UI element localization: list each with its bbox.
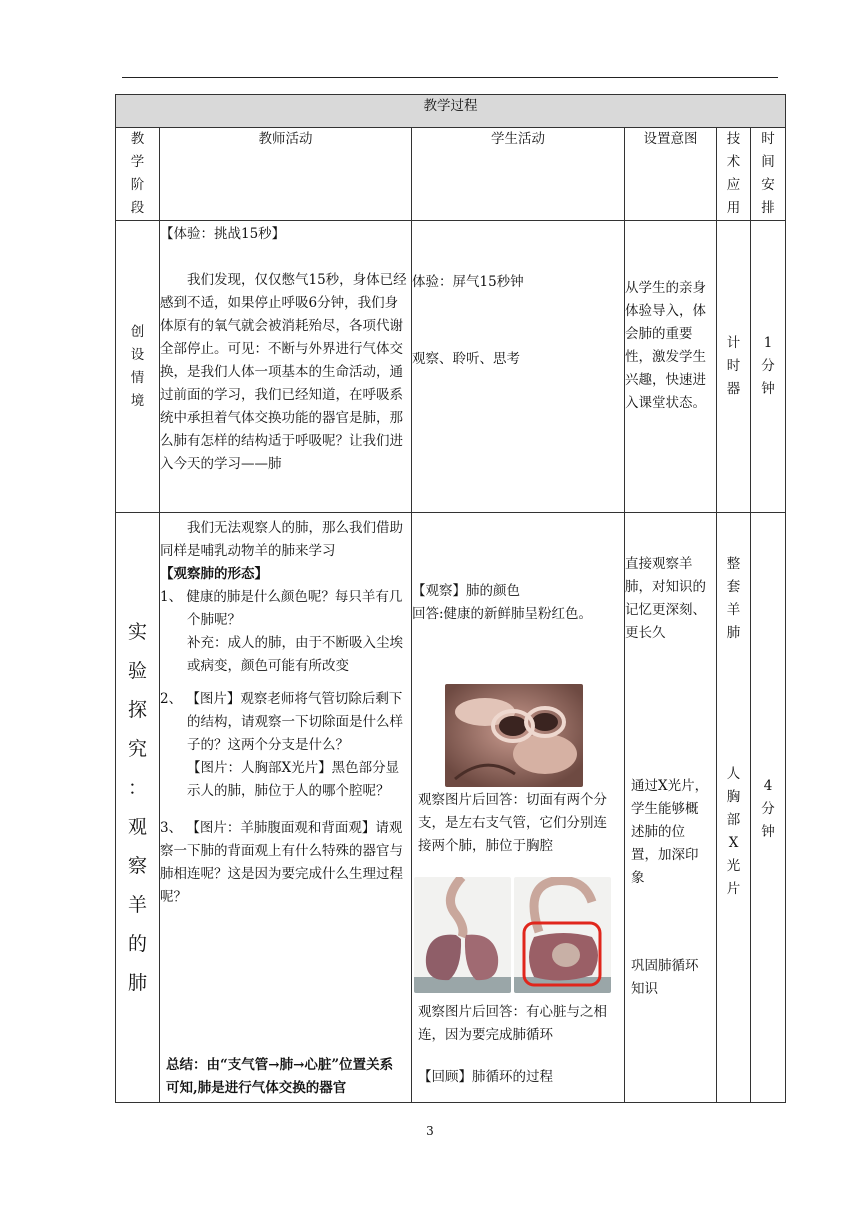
- student-observe: 【观察】肺的颜色: [412, 583, 520, 599]
- stacked-char: 排: [761, 200, 775, 216]
- stacked-char: 光: [726, 858, 741, 874]
- stacked-char: 观: [127, 815, 147, 838]
- stacked-char: 人: [726, 766, 741, 782]
- stacked-char: 分: [761, 358, 775, 374]
- summary-text: 总结：由“支气管→肺→心脏”位置关系可知,肺是进行气体交换的器官: [166, 1057, 394, 1096]
- header-teacher: 教师活动: [160, 128, 412, 221]
- trachea-cross-section-photo: [445, 684, 583, 787]
- student-activity-1: [412, 221, 625, 513]
- header-tech: [717, 128, 751, 221]
- header-time: [751, 128, 786, 221]
- stacked-char: 整: [726, 556, 741, 572]
- intent-text-1: 从学生的亲身体验导入，体会肺的重要性，激发学生兴趣，快速进入课堂状态。: [625, 280, 706, 411]
- intent-2: [625, 513, 717, 1103]
- stacked-char: 套: [726, 579, 741, 595]
- stacked-char: 器: [726, 381, 741, 397]
- stacked-char: 分: [761, 801, 775, 817]
- stacked-char: 用: [726, 200, 741, 216]
- student-review: 【回顾】肺循环的过程: [418, 1069, 553, 1085]
- lung-ventral-view-photo: [414, 877, 511, 993]
- stacked-char: 境: [130, 392, 145, 409]
- time-1: [751, 221, 786, 513]
- question-1: 1、 健康的肺是什么颜色呢？每只羊有几个肺呢？: [160, 589, 403, 628]
- stacked-char: 验: [127, 659, 147, 682]
- stacked-char: 片: [726, 881, 741, 897]
- stacked-char: X: [728, 835, 739, 851]
- stacked-char: 羊: [726, 602, 741, 618]
- header-intent: 设置意图: [625, 128, 717, 221]
- question-1-supplement: 补充：成人的肺，由于不断吸入尘埃或病变，颜色可能有所改变: [187, 635, 403, 674]
- page-number: 3: [426, 1124, 434, 1138]
- stacked-char: 部: [726, 812, 741, 828]
- teacher-activity-1: [160, 221, 412, 513]
- stacked-char: 究: [127, 737, 147, 760]
- stacked-char: 术: [726, 154, 741, 170]
- stacked-char: 阶: [130, 177, 145, 193]
- stacked-char: 时: [726, 358, 741, 374]
- teacher-paragraph-1: 我们发现，仅仅憋气15秒，身体已经感到不适，如果停止呼吸6分钟，我们身体原有的氧气就会被消耗殆尽，各项代谢全部停止。可见：不断与外界进行气体交换，是我们人体一项基本的生命活动，通过前面的学习，我们已经知道，在呼吸系统中承担着气体交换功能的器官是肺，那么肺有怎样的结构适于呼吸呢？让我们进入今天的学习——肺: [160, 272, 407, 472]
- tech-2: [717, 513, 751, 1103]
- stacked-char: 1: [763, 335, 773, 351]
- stacked-char: 察: [127, 854, 147, 877]
- stacked-char: 实: [127, 620, 147, 643]
- stacked-char: 情: [130, 369, 145, 386]
- stacked-char: ：: [127, 776, 147, 799]
- tech-1: [717, 221, 751, 513]
- question-3: 3、 【图片：羊肺腹面观和背面观】请观察一下肺的背面观上有什么特殊的器官与肺相连呢？这是因为要完成什么生理过程呢？: [160, 820, 403, 905]
- stacked-char: 设: [130, 346, 145, 363]
- header-student: 学生活动: [412, 128, 625, 221]
- stacked-char: 应: [726, 177, 741, 193]
- stacked-char: 钟: [761, 824, 775, 840]
- header-rule: [122, 77, 778, 78]
- stage-cell-scenario: [116, 221, 160, 513]
- stacked-char: 安: [761, 177, 775, 193]
- stacked-char: 的: [127, 932, 147, 955]
- stacked-char: 教: [130, 131, 145, 147]
- question-2-xray: 【图片：人胸部X光片】黑色部分显示人的肺，肺位于人的哪个腔呢？: [187, 760, 400, 799]
- stacked-char: 探: [127, 698, 147, 721]
- teacher-activity-2: [160, 513, 412, 1103]
- header-stage: [116, 128, 160, 221]
- time-2: [751, 513, 786, 1103]
- student-answer-1: 回答:健康的新鲜肺呈粉红色。: [412, 606, 593, 622]
- teacher-intro: 我们无法观察人的肺，那么我们借助同样是哺乳动物羊的肺来学习: [160, 520, 403, 559]
- stacked-char: 胸: [726, 789, 741, 805]
- stacked-char: 肺: [726, 625, 741, 641]
- intent-text-2c: 巩固肺循环知识: [631, 958, 699, 997]
- stacked-char: 4: [763, 778, 773, 794]
- teaching-process-table: [115, 94, 786, 1103]
- student-answer-3: 观察图片后回答：有心脏与之相连，因为要完成肺循环: [418, 1004, 607, 1043]
- stacked-char: 间: [761, 154, 775, 170]
- intent-1: [625, 221, 717, 513]
- experience-heading: 【体验：挑战15秒】: [160, 226, 286, 242]
- stacked-char: 钟: [761, 381, 775, 397]
- question-2: 2、 【图片】观察老师将气管切除后剩下的结构，请观察一下切除面是什么样子的？这两个分支是什么？: [160, 691, 403, 753]
- stacked-char: 羊: [127, 893, 147, 916]
- stacked-char: 学: [130, 154, 145, 170]
- lung-dorsal-view-photo: [514, 877, 611, 993]
- student-answer-2: 观察图片后回答：切面有两个分支，是左右支气管，它们分别连接两个肺，肺位于胸腔: [418, 792, 607, 854]
- intent-text-2a: 直接观察羊肺，对知识的记忆更深刻、更长久: [625, 556, 706, 641]
- stacked-char: 肺: [127, 971, 147, 994]
- stacked-char: 计: [726, 335, 741, 351]
- stacked-char: 段: [130, 200, 145, 216]
- student-text-observe: 观察、聆听、思考: [412, 351, 520, 367]
- student-activity-2: [412, 513, 625, 1103]
- intent-text-2b: 通过X光片，学生能够概述肺的位置，加深印象: [631, 778, 709, 886]
- stacked-char: 时: [761, 131, 775, 147]
- student-text-breath: 体验：屏气15秒钟: [412, 274, 524, 290]
- stacked-char: 创: [130, 323, 145, 340]
- shape-heading: 【观察肺的形态】: [160, 566, 268, 582]
- stacked-char: 技: [726, 131, 741, 147]
- stage-cell-experiment: [116, 513, 160, 1103]
- table-title: 教学过程: [116, 95, 786, 128]
